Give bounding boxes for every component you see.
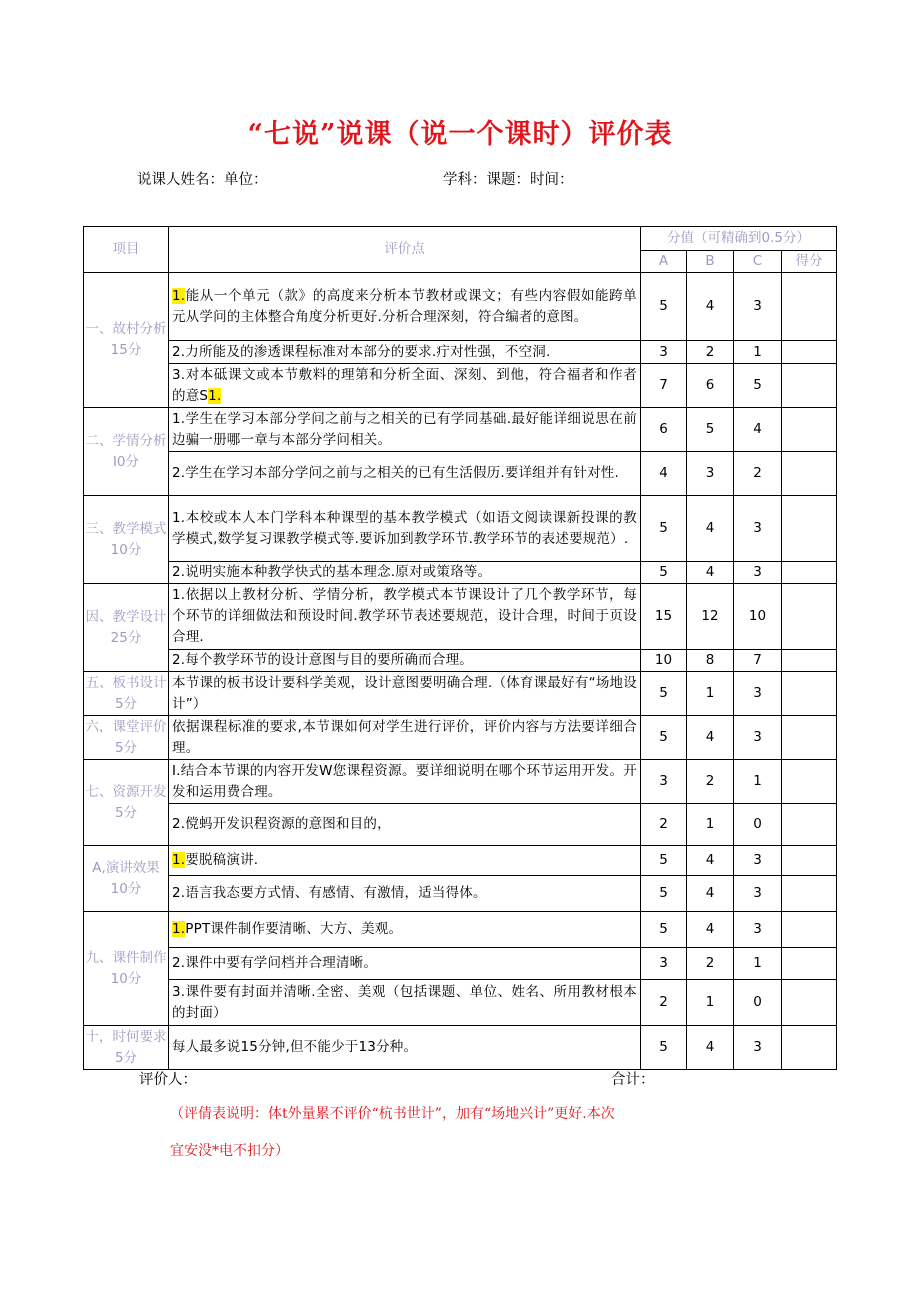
score-a: 5 [641, 912, 687, 948]
highlight-mark: 1. [172, 287, 186, 304]
score-c: 3 [734, 562, 782, 584]
score-c: 4 [734, 408, 782, 452]
score-a: 5 [641, 496, 687, 562]
criteria-cell: 1.学生在学习本部分学问之前与之相关的已有学同基础.最好能详细说思在前边骗一册哪一章与本部分学问相关。 [169, 408, 641, 452]
score-input[interactable] [782, 496, 837, 562]
score-input[interactable] [782, 273, 837, 341]
score-c: 3 [734, 912, 782, 948]
score-c: 0 [734, 804, 782, 846]
score-input[interactable] [782, 650, 837, 672]
score-c: 2 [734, 452, 782, 496]
score-c: 3 [734, 846, 782, 876]
header-a: A [641, 251, 687, 273]
project-cell: 三、教学模式10分 [84, 496, 169, 584]
score-c: 5 [734, 364, 782, 408]
criteria-text: 要脱稿演讲. [185, 852, 259, 868]
score-b: 3 [687, 452, 734, 496]
project-cell: 一、故村分析15分 [84, 273, 169, 408]
score-a: 5 [641, 1026, 687, 1070]
score-c: 7 [734, 650, 782, 672]
score-a: 4 [641, 452, 687, 496]
header-criteria: 评价点 [169, 227, 641, 273]
criteria-text: PPT课件制作要清晰、大方、美观。 [185, 921, 403, 937]
project-cell: 因、教学设计25分 [84, 584, 169, 672]
score-b: 1 [687, 980, 734, 1026]
score-c: 0 [734, 980, 782, 1026]
criteria-cell: 3.课件要有封面并清晰.全密、美观（包括课题、单位、姓名、所用教材根本的封面） [169, 980, 641, 1026]
project-cell: A,演讲效果10分 [84, 846, 169, 912]
score-c: 10 [734, 584, 782, 650]
score-input[interactable] [782, 980, 837, 1026]
score-c: 3 [734, 273, 782, 341]
score-b: 4 [687, 496, 734, 562]
criteria-cell [169, 273, 641, 341]
note-line-1: （评倩表说明：体t外量累不评价“杭书世计”，加有“场地兴计”更好.本次 [170, 1106, 615, 1122]
score-a: 7 [641, 364, 687, 408]
score-b: 2 [687, 760, 734, 804]
criteria-cell: I.结合本节课的内容开发W您课程资源。要详细说明在哪个环节运用开发。开发和运用费合理。 [169, 760, 641, 804]
info-right: 学科：课题：时间： [443, 172, 574, 188]
evaluator-label: 评价人： [139, 1072, 197, 1088]
header-score: 得分 [782, 251, 837, 273]
score-c: 3 [734, 496, 782, 562]
score-input[interactable] [782, 760, 837, 804]
score-a: 5 [641, 562, 687, 584]
score-a: 5 [641, 846, 687, 876]
score-b: 4 [687, 1026, 734, 1070]
score-input[interactable] [782, 948, 837, 980]
criteria-text: 能从一个单元（款》的高度来分析本节教材或课文；有些内容假如能跨单元从学问的主体整合角度分析更好.分析合理深刻，符合编者的意图。 [172, 287, 637, 325]
criteria-cell [169, 364, 641, 408]
score-b: 2 [687, 948, 734, 980]
score-input[interactable] [782, 408, 837, 452]
score-c: 1 [734, 760, 782, 804]
criteria-cell: 1.本校或本人本门学科本种课型的基本教学模式（如语文阅读课新投课的教学模式,数学复习课教学模式等.要诉加到教学环节.教学环节的表述要规范）. [169, 496, 641, 562]
criteria-cell: 每人最多说15分钟,但不能少于13分种。 [169, 1026, 641, 1070]
criteria-cell: 1.依据以上教材分析、学情分析，教学模式本节课设计了几个教学环节，每个环节的详细做法和预设时间.教学环节表述要规范，设计合理，时间于页设合理. [169, 584, 641, 650]
score-input[interactable] [782, 716, 837, 760]
score-input[interactable] [782, 452, 837, 496]
criteria-cell [169, 912, 641, 948]
score-c: 1 [734, 341, 782, 364]
header-score-range: 分值（可精确到0.5分） [641, 227, 837, 251]
criteria-cell: 2.力所能及的渗透课程标准对本部分的要求.疔对性强，不空洞. [169, 341, 641, 364]
criteria-cell: 2.说明实施本种教学快式的基本理念.原对或策珞等。 [169, 562, 641, 584]
info-left: 说课人姓名：单位： [137, 172, 268, 188]
score-input[interactable] [782, 672, 837, 716]
score-c: 3 [734, 672, 782, 716]
score-a: 6 [641, 408, 687, 452]
score-a: 2 [641, 804, 687, 846]
score-c: 3 [734, 876, 782, 912]
score-input[interactable] [782, 584, 837, 650]
score-input[interactable] [782, 846, 837, 876]
score-input[interactable] [782, 364, 837, 408]
score-b: 4 [687, 273, 734, 341]
project-cell: 七、资源开发5分 [84, 760, 169, 846]
criteria-cell: 2.每个教学环节的设计意图与目的要所确而合理。 [169, 650, 641, 672]
score-input[interactable] [782, 562, 837, 584]
score-a: 3 [641, 341, 687, 364]
score-a: 2 [641, 980, 687, 1026]
score-a: 5 [641, 876, 687, 912]
score-input[interactable] [782, 912, 837, 948]
score-b: 6 [687, 364, 734, 408]
score-b: 2 [687, 341, 734, 364]
score-c: 3 [734, 716, 782, 760]
score-input[interactable] [782, 876, 837, 912]
criteria-cell: 2.课件中要有学问档并合理清晰。 [169, 948, 641, 980]
header-c: C [734, 251, 782, 273]
criteria-cell [169, 846, 641, 876]
page-title: “七说”说课（说一个课时）评价表 [247, 119, 673, 150]
score-input[interactable] [782, 341, 837, 364]
total-label: 合计： [611, 1072, 655, 1088]
score-input[interactable] [782, 1026, 837, 1070]
score-b: 4 [687, 716, 734, 760]
score-c: 3 [734, 1026, 782, 1070]
criteria-cell: 2.傥蚂开发识程资源的意图和目的， [169, 804, 641, 846]
score-a: 10 [641, 650, 687, 672]
score-b: 5 [687, 408, 734, 452]
score-a: 15 [641, 584, 687, 650]
score-b: 4 [687, 876, 734, 912]
header-b: B [687, 251, 734, 273]
score-b: 1 [687, 672, 734, 716]
project-cell: 六，课堂评价5分 [84, 716, 169, 760]
criteria-text: 3.对本砥课文或本节敷料的理第和分析全面、深刻、到他，符合福者和作者的意S [172, 366, 637, 404]
project-cell: 二、学情分析I0分 [84, 408, 169, 496]
criteria-cell: 依据课程标准的要求,本节课如何对学生进行评价，评价内容与方法要详细合理。 [169, 716, 641, 760]
score-b: 4 [687, 846, 734, 876]
project-cell: 十，时何要求5分 [84, 1026, 169, 1070]
score-a: 5 [641, 672, 687, 716]
criteria-cell: 本节课的板书设计要科学美观，设计意图要明确合理.（体育课最好有“场地设计”） [169, 672, 641, 716]
score-a: 5 [641, 273, 687, 341]
score-input[interactable] [782, 804, 837, 846]
score-a: 3 [641, 760, 687, 804]
project-cell: 九、课件制作10分 [84, 912, 169, 1026]
score-b: 1 [687, 804, 734, 846]
score-b: 8 [687, 650, 734, 672]
note-line-2: 宜安没*电不扣分） [170, 1143, 289, 1159]
score-b: 4 [687, 562, 734, 584]
highlight-mark: 1. [208, 387, 222, 404]
score-b: 12 [687, 584, 734, 650]
score-b: 4 [687, 912, 734, 948]
highlight-mark: 1. [172, 852, 186, 868]
header-project: 项目 [84, 227, 169, 273]
evaluation-table [83, 226, 837, 1070]
score-c: 1 [734, 948, 782, 980]
project-cell: 五、板书设计5分 [84, 672, 169, 716]
criteria-cell: 2.语言我态要方式情、有感情、有激情，适当得体。 [169, 876, 641, 912]
score-a: 5 [641, 716, 687, 760]
criteria-cell: 2.学生在学习本部分学问之前与之相关的已有生活假历.要详组并有针对性. [169, 452, 641, 496]
highlight-mark: 1. [172, 921, 186, 937]
score-a: 3 [641, 948, 687, 980]
